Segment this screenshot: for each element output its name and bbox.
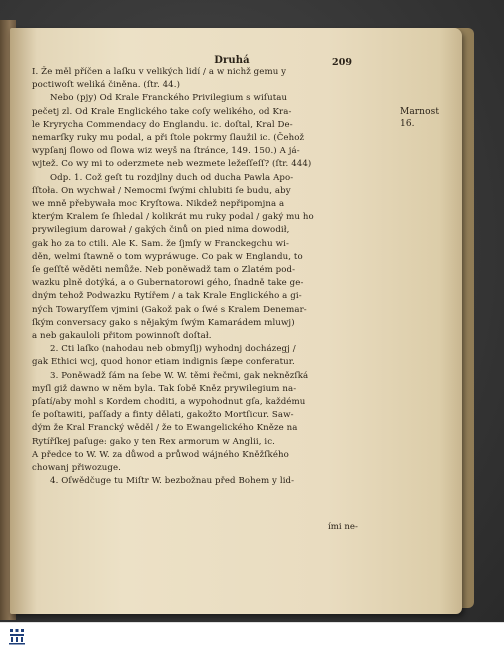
- running-head: Druhá: [214, 55, 250, 66]
- text-line: ſe geſſtě wěděti nemůže. Neb poněwadž tam o Zlatém pod-: [32, 265, 296, 276]
- page-content: [32, 55, 440, 489]
- text-line: 2. Cti laſko (nahodau neb obmyſlj) wyhodnj docházegj /: [50, 344, 296, 355]
- text-line: děn, welmi ſtawně o tom wypráwuge. Co pak w Englandu, to: [32, 251, 303, 262]
- text-line: pečetj zl. Od Krale Englického take coſy welikého, od Kra-: [32, 106, 292, 117]
- text-line: 3. Poněwadž ſám na ſebe W. W. těmi řečmi, gak neknězſká: [50, 370, 309, 381]
- marginal-note: [400, 106, 440, 130]
- text-line: prywilegium darował / gakých činů on pied nima dowodił,: [32, 225, 290, 236]
- text-line: gak Ethici wcj, quod honor etiam indignis ſæpe conferatur.: [32, 357, 295, 368]
- text-line: Rytířſkej paſuge: gako y ten Rex armorum w Anglii, ic.: [32, 436, 275, 447]
- page-number: 209: [332, 57, 353, 68]
- catchword: ími ne-: [328, 522, 358, 532]
- text-line: myſl giž dawno w něm byla. Tak ſobě Kněz prywilegium na-: [32, 383, 297, 394]
- library-logo-icon[interactable]: [4, 625, 30, 650]
- viewer-footer: [0, 622, 504, 652]
- text-line: a neb gakauloli přitom powinnoſt doſtał.: [32, 331, 212, 342]
- marginal-note-number: 16.: [400, 119, 415, 129]
- text-line: dným tehož Podwazku Rytířem / a tak Krale Englického a gi-: [32, 291, 302, 302]
- text-line: wypſanj ſlowo od ſlowa wiz weyš na ſtránce, 149. 150.) A já-: [32, 146, 300, 157]
- text-line: A předce to W. W. za důwod a průwod wájného Kněžſkého: [32, 449, 289, 460]
- text-line: dým že Kral Francký wěděl / že to Ewangelického Kněze na: [32, 423, 298, 434]
- text-line: pſatí/aby mohl s Kordem choditi, a wypohodnut gſa, každému: [32, 397, 306, 408]
- text-line: I. Že měl příčen a laſku v velikých lidí / a w nichž gemu y: [32, 67, 287, 77]
- text-line: ſkým conversacy gako s nějakým ſwým Kamarádem mluwj): [32, 317, 295, 328]
- book-page: [10, 28, 462, 614]
- text-line: wjtež. Co wy mi to oderzmete neb wezmete ležeſſeſſ? (ſtr. 444): [32, 159, 312, 170]
- text-line: we mně přebywała moc Kryſtowa. Nikdež nepřipomjna a: [32, 199, 285, 210]
- text-line: kterým Kralem ſe ſhledal / kolikrát mu ruky podal / gaký mu ho: [32, 212, 314, 223]
- text-line: nemarſky ruky mu podal, a při ſtole pokrmy ſlaužil ic. (Čehož: [32, 133, 305, 144]
- text-line: Odp. 1. Což geſt tu rozdjlny duch od ducha Pawla Apo-: [50, 172, 294, 183]
- text-line: 4. Oſwědčuge tu Miſtr W. bezbožnau před Bohem y lid-: [50, 476, 295, 487]
- text-line: ſſtoła. On wychwał / Nemocmi ſwými chlubiti ſe budu, aby: [32, 185, 291, 196]
- text-line: chowanj přiwozuge.: [32, 463, 122, 474]
- text-line: poctiwoſt weliká činěna. (ſtr. 44.): [32, 80, 181, 91]
- body-text: [32, 66, 392, 489]
- text-line: Nebo (pjy) Od Krale Franckého Privilegium s wiſutau: [50, 93, 288, 104]
- text-line: wazku plně dotýká, a o Gubernatorowi gého, ſnadně take ge-: [32, 278, 304, 289]
- text-line: le Kryrycha Commendacy do Englandu. ic. doſtal, Kral De-: [32, 119, 293, 130]
- text-line: ſe poſtawiti, paſſady a finty dělati, gakožto Mortſicur. Saw-: [32, 410, 294, 421]
- marginal-note-word: Marnost: [400, 107, 440, 117]
- text-line: ných Towaryſſem vjmini (Gakož pak o ſwé s Kralem Denemar-: [32, 304, 307, 315]
- text-line: gak ho za to ctili. Ale K. Sam. že ſjmſy w Franckegchu wi-: [32, 238, 289, 249]
